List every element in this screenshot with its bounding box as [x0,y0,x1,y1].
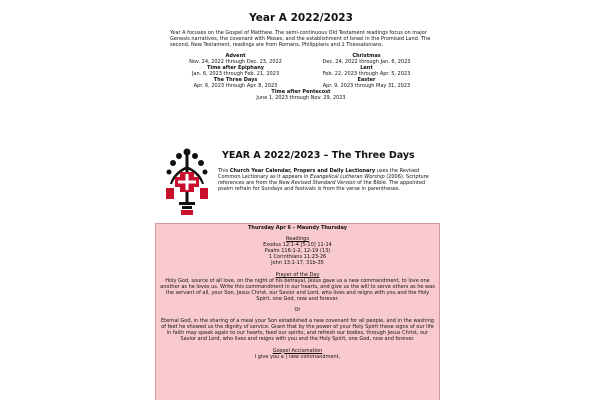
year-a-intro: Year A focuses on the Gospel of Matthew. The semi-continuous Old Testament readings focus on major Genesis narratives, the covenant with Moses, and the establishment of Israel in the Promised Land. The second, New Testament, readings are from Romans, Philippians and 1 Thessalonians. [170,30,431,49]
maundy-heading: Thursday Apr 6 – Maundy Thursday [248,225,347,231]
lectionary-description: This Church Year Calendar, Propers and Daily Lectionary uses the Revised Common Lectionary as it appears in Evangelical Lutheran Worship (2006). Scripture references are from the New Revised Standard Version of the Bible. The appointed psalm refrain for Sundays and festivals is from the verse in parentheses. [218,168,429,193]
reading-item: 1 Corinthians 11:23-26 [268,254,327,261]
maundy-thursday-box [155,223,440,400]
reading-item: John 13:1-17, 31b-35 [271,260,324,267]
season-easter: Easter Apr. 9, 2023 through May 31, 2023 [322,76,411,89]
year-a-section [170,12,432,101]
season-christmas: Christmas Dec. 24, 2022 through Jan. 6, 2023 [322,52,411,65]
reading-item: Exodus 12:1-4 [5-10] 11-14 [263,242,332,249]
acclamation-label: Gospel Acclamation [272,347,323,354]
season-grid [170,53,432,101]
acclamation-text: I give you a | new commandment, [254,353,341,360]
season-three-days: The Three Days Apr. 6, 2023 through Apr. 8, 2023 [193,76,278,89]
season-epiphany: Time after Epiphany Jan. 6, 2023 through Feb. 21, 2023 [191,64,280,77]
prayer-text-alt: Eternal God, in the sharing of a meal your Son established a new covenant for all people, and in the washing of feet he showed us the dignity of service. Grant that by the power of your Holy Spirit these signs of our life in faith may speak again to our hearts, feed our spirits, and refresh our bodies, through Jesus Christ, our Savior and Lord, who lives and reigns with you and the Holy Spirit, one God, now and forever. [161,318,434,343]
season-advent: Advent Nov. 24, 2022 through Dec. 23, 2022 [189,52,282,65]
three-days-title: YEAR A 2022/2023 – The Three Days [222,150,415,161]
readings-label: Readings [286,236,309,243]
season-pentecost: Time after Pentecost June 1, 2023 through Nov. 29, 2023 [256,88,346,101]
reading-item: Psalm 116:1-2, 12-19 (13) [264,248,331,255]
prayer-label: Prayer of the Day [275,271,320,278]
or-separator: Or [294,307,301,314]
year-a-title: Year A 2022/2023 [249,12,353,24]
cross-emblem-icon [162,146,212,218]
season-lent: Lent Feb. 22, 2023 through Apr. 5, 2023 [322,64,411,77]
prayer-text: Holy God, source of all love, on the night of his betrayal, Jesus gave us a new commandment, to love one another as he loves us. Write this commandment in our hearts, and give us the will to serve others as he was the servant of all, your Son, Jesus Christ, our Savior and Lord, who lives and reigns with you and the Holy Spirit, one God, now and forever. [160,277,435,302]
